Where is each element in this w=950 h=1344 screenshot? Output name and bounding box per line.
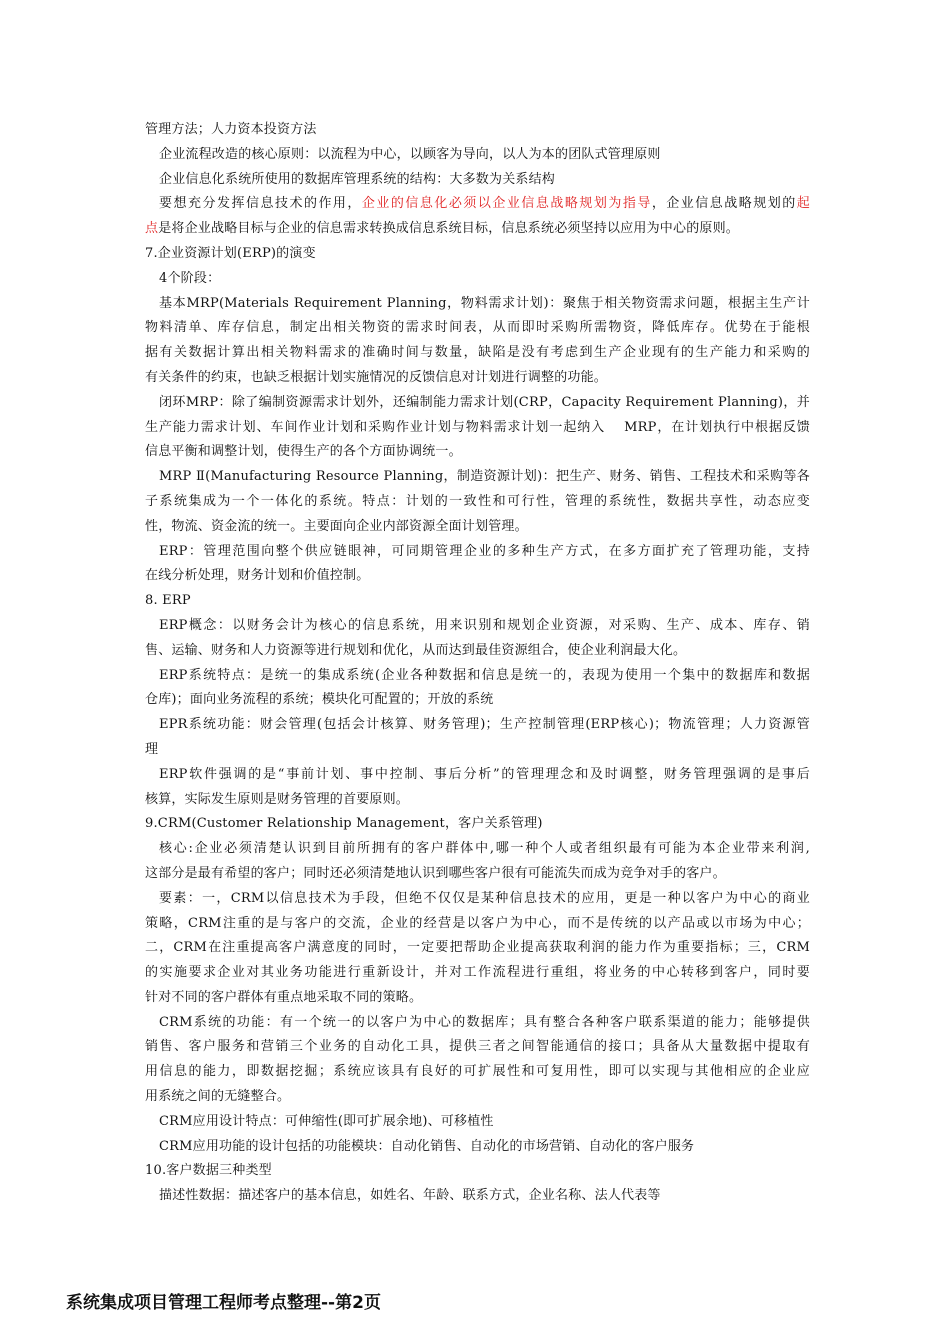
text-line: 有关条件的约束，也缺乏根据计划实施情况的反馈信息对计划进行调整的功能。 <box>145 369 608 385</box>
text-line: 这部分是最有希望的客户；同时还必须清楚地认识到哪些客户很有可能流失而成为竞争对手的客户。 <box>145 865 726 881</box>
text-line: EPR系统功能：财会管理(包括会计核算、财务管理)；生产控制管理(ERP核心)；物流管理；人力资源管 <box>159 717 810 733</box>
text-line: 描述性数据：描述客户的基本信息，如姓名、年龄、联系方式，企业名称、法人代表等 <box>159 1188 661 1204</box>
text-line: CRM系统的功能：有一个统一的以客户为中心的数据库；具有整合各种客户联系渠道的能力；能够提供 <box>159 1014 810 1030</box>
text-segment: 是将企业战略目标与企业的信息需求转换成信息系统目标，信息系统必须坚持以应用为中心的原则。 <box>158 221 740 237</box>
text-line: 企业信息化系统所使用的数据库管理系统的结构：大多数为关系结构 <box>159 171 556 187</box>
text-segment: ，企业信息战略规划的 <box>651 196 797 212</box>
text-line: 售、运输、财务和人力资源等进行规划和优化，从而达到最佳资源组合，使企业利润最大化。 <box>145 642 687 658</box>
text-line: 二，CRM在注重提高客户满意度的同时，一定要把帮助企业提高获取利润的能力作为重要指标；三，CRM <box>145 940 810 956</box>
text-line: ERP概念：以财务会计为核心的信息系统，用来识别和规划企业资源，对采购、生产、成本、库存、销 <box>159 617 810 633</box>
text-line: 7.企业资源计划(ERP)的演变 <box>145 245 316 261</box>
text-line: CRM应用设计特点：可伸缩性(即可扩展余地)、可移植性 <box>159 1113 494 1129</box>
text-line: 10.客户数据三种类型 <box>145 1163 272 1179</box>
text-line: MRP Ⅱ(Manufacturing Resource Planning，制造资源计划)：把生产、财务、销售、工程技术和采购等各 <box>159 469 810 485</box>
text-line: 销售、客户服务和营销三个业务的自动化工具，提供三者之间智能通信的接口；具备从大量数据中提取有 <box>145 1039 810 1055</box>
text-line: 核算，实际发生原则是财务管理的首要原则。 <box>145 791 410 807</box>
highlighted-text: 点 <box>145 221 159 237</box>
text-line: 策略，CRM注重的是与客户的交流，企业的经营是以客户为中心，而不是传统的以产品或以市场为中心； <box>145 915 810 931</box>
text-line: 生产能力需求计划、车间作业计划和采购作业计划与物料需求计划一起纳入 MRP，在计划执行中根据反馈 <box>145 419 810 435</box>
text-segment: 要想充分发挥信息技术的作用， <box>159 196 362 212</box>
text-line: 信息平衡和调整计划，使得生产的各个方面协调统一。 <box>145 444 462 460</box>
text-line: ERP系统特点：是统一的集成系统(企业各种数据和信息是统一的，表现为使用一个集中的数据库和数据 <box>159 667 810 683</box>
text-line: 仓库)；面向业务流程的系统；模块化可配置的；开放的系统 <box>145 692 494 708</box>
text-line: CRM应用功能的设计包括的功能模块：自动化销售、自动化的市场营销、自动化的客户服务 <box>159 1138 695 1154</box>
text-line: 企业流程改造的核心原则：以流程为中心，以顾客为导向，以人为本的团队式管理原则 <box>159 146 661 162</box>
text-line: 物料清单、库存信息，制定出相关物资的需求时间表，从而即时采购所需物资，降低库存。优势在于能根 <box>145 320 810 336</box>
text-line: 在线分析处理，财务计划和价值控制。 <box>145 568 370 584</box>
text-line: 8. ERP <box>145 593 191 609</box>
text-line: 针对不同的客户群体有重点地采取不同的策略。 <box>145 989 423 1005</box>
document-body <box>145 118 810 1209</box>
text-line: 据有关数据计算出相关物料需求的准确时间与数量，缺陷是没有考虑到生产企业现有的生产能力和采购的 <box>145 345 810 361</box>
highlighted-text: 企业的信息化必须以企业信息战略规划为指导 <box>361 196 652 212</box>
text-line <box>145 217 810 242</box>
text-line: 基本MRP(Materials Requirement Planning，物料需求计划)：聚焦于相关物资需求问题，根据主生产计 <box>159 295 810 311</box>
text-line <box>145 192 810 217</box>
text-line: 用系统之间的无缝整合。 <box>145 1089 291 1105</box>
text-line: 的实施要求企业对其业务功能进行重新设计，并对工作流程进行重组，将业务的中心转移到客户，同时要 <box>145 965 810 981</box>
text-line: 用信息的能力，即数据挖掘；系统应该具有良好的可扩展性和可复用性，即可以实现与其他相应的企业应 <box>145 1064 810 1080</box>
text-line: 4个阶段： <box>159 270 221 286</box>
text-line: ERP：管理范围向整个供应链眼神，可同期管理企业的多种生产方式，在多方面扩充了管理功能，支持 <box>159 543 810 559</box>
text-line: 核心:企业必须清楚认识到目前所拥有的客户群体中,哪一种个人或者组织最有可能为本企业带来利润, <box>159 841 810 857</box>
text-line: 闭环MRP：除了编制资源需求计划外，还编制能力需求计划(CRP，Capacity Requirement Planning)，并 <box>159 394 810 410</box>
text-line: 要素：一，CRM以信息技术为手段，但绝不仅仅是某种信息技术的应用，更是一种以客户为中心的商业 <box>159 890 810 906</box>
text-line: 9.CRM(Customer Relationship Management，客户关系管理) <box>145 816 543 832</box>
text-line: ERP软件强调的是“事前计划、事中控制、事后分析”的管理理念和及时调整，财务管理强调的是事后 <box>159 766 810 782</box>
highlighted-text: 起 <box>796 196 810 212</box>
text-line: 理 <box>145 741 159 757</box>
text-line: 性，物流、资金流的统一。主要面向企业内部资源全面计划管理。 <box>145 518 528 534</box>
text-line: 子系统集成为一个一体化的系统。特点：计划的一致性和可行性，管理的系统性，数据共享性，动态应变 <box>145 493 810 509</box>
text-line: 管理方法；人力资本投资方法 <box>145 122 317 137</box>
page-footer: 系统集成项目管理工程师考点整理--第2页 <box>66 1293 381 1313</box>
